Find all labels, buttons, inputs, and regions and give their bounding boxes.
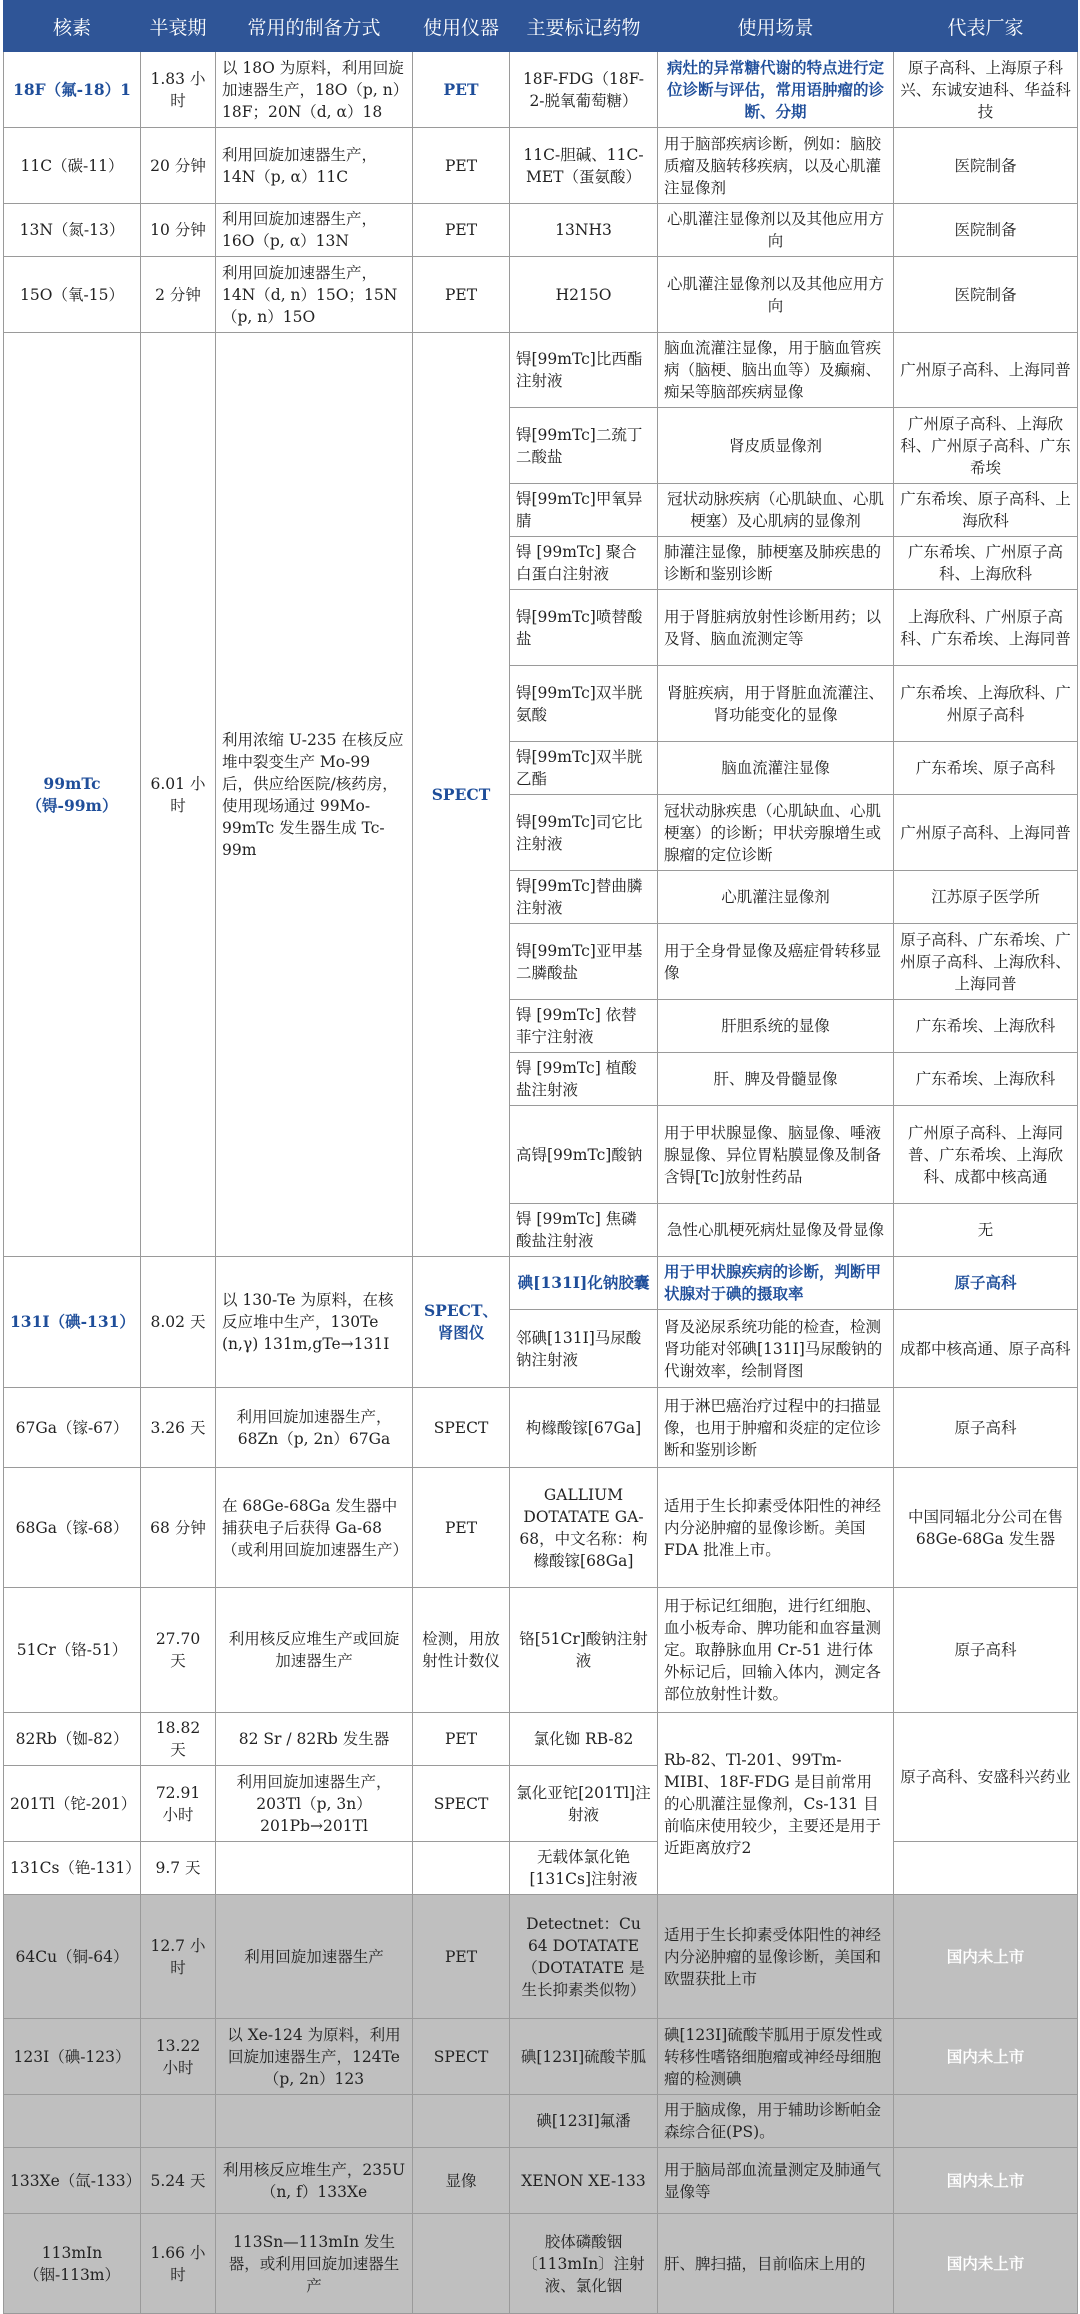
half-life-cell: 5.24 天 <box>141 2148 216 2214</box>
nuclide-cell: 131I（碘-131） <box>4 1257 141 1388</box>
scene-cell: 肺灌注显像，肺梗塞及肺疾患的诊断和鉴别诊断 <box>658 537 894 590</box>
maker-cell <box>894 2095 1078 2148</box>
maker-cell: 中国同辐北分公司在售 68Ge-68Ga 发生器 <box>894 1468 1078 1588</box>
maker-cell: 医院制备 <box>894 128 1078 204</box>
table-row <box>4 1468 1078 1588</box>
maker-cell: 成都中核高通、原子高科 <box>894 1310 1078 1388</box>
drug-cell: 11C-胆碱、11C-MET（蛋氨酸） <box>510 128 658 204</box>
table-header-row <box>4 1 1078 52</box>
nuclide-cell: 99mTc（锝-99m） <box>4 333 141 1257</box>
nuclide-cell: 201Tl（铊-201） <box>4 1766 141 1842</box>
drug-cell: 锝[99mTc]替曲膦注射液 <box>510 871 658 924</box>
scene-cell: 肝、脾及骨髓显像 <box>658 1053 894 1106</box>
table-row <box>4 257 1078 333</box>
prep-cell: 82 Sr / 82Rb 发生器 <box>216 1713 413 1766</box>
prep-cell: 以 18O 为原料，利用回旋加速器生产，18O（p, n）18F；20N（d, α）18 <box>216 52 413 128</box>
radionuclide-table <box>3 0 1078 2314</box>
instrument-cell: 显像 <box>413 2148 510 2214</box>
drug-cell: 锝[99mTc]比西酯注射液 <box>510 333 658 408</box>
instrument-cell: PET <box>413 1713 510 1766</box>
drug-cell: 高锝[99mTc]酸钠 <box>510 1106 658 1204</box>
maker-cell: 江苏原子医学所 <box>894 871 1078 924</box>
scene-cell: 脑血流灌注显像，用于脑血管疾病（脑梗、脑出血等）及癫痫、痴呆等脑部疾病显像 <box>658 333 894 408</box>
scene-cell: 冠状动脉疾患（心肌缺血、心肌梗塞）的诊断；甲状旁腺增生或腺瘤的定位诊断 <box>658 795 894 871</box>
maker-cell: 国内未上市 <box>894 1895 1078 2019</box>
drug-cell: 锝[99mTc]亚甲基二膦酸盐 <box>510 924 658 1000</box>
prep-cell: 以 130-Te 为原料，在核反应堆中生产，130Te (n,γ) 131m,gTe→131I <box>216 1257 413 1388</box>
drug-cell: 18F-FDG（18F-2-脱氧葡萄糖） <box>510 52 658 128</box>
instrument-cell <box>413 1842 510 1895</box>
half-life-cell <box>141 2095 216 2148</box>
scene-cell: Rb-82、Tl-201、99Tm-MIBI、18F-FDG 是目前常用的心肌灌注显像剂，Cs-131 目前临床使用较少，主要还是用于近距离放疗2 <box>658 1713 894 1895</box>
maker-cell: 原子高科、上海原子科兴、东诚安迪科、华益科技 <box>894 52 1078 128</box>
scene-cell: 冠状动脉疾病（心肌缺血、心肌梗塞）及心肌病的显像剂 <box>658 484 894 537</box>
drug-cell: 锝[99mTc]甲氧异腈 <box>510 484 658 537</box>
instrument-cell: 检测，用放射性计数仪 <box>413 1588 510 1713</box>
half-life-cell: 1.66 小时 <box>141 2214 216 2314</box>
instrument-cell: PET <box>413 257 510 333</box>
scene-cell: 肝胆系统的显像 <box>658 1000 894 1053</box>
instrument-cell: PET <box>413 1468 510 1588</box>
half-life-cell: 2 分钟 <box>141 257 216 333</box>
drug-cell: Detectnet：Cu 64 DOTATATE（DOTATATE 是生长抑素类似物） <box>510 1895 658 2019</box>
prep-cell: 利用核反应堆生产，235U（n, f）133Xe <box>216 2148 413 2214</box>
table-row <box>4 333 1078 408</box>
instrument-cell: SPECT <box>413 333 510 1257</box>
drug-cell: 碘[131I]化钠胶囊 <box>510 1257 658 1310</box>
drug-cell: 无载体氯化铯[131Cs]注射液 <box>510 1842 658 1895</box>
prep-cell: 在 68Ge-68Ga 发生器中捕获电子后获得 Ga-68（或利用回旋加速器生产） <box>216 1468 413 1588</box>
drug-cell: 氯化亚铊[201Tl]注射液 <box>510 1766 658 1842</box>
maker-cell: 广东希埃、上海欣科 <box>894 1053 1078 1106</box>
header-half-life: 半衰期 <box>141 1 216 52</box>
drug-cell: 锝 [99mTc] 依替菲宁注射液 <box>510 1000 658 1053</box>
half-life-cell: 18.82 天 <box>141 1713 216 1766</box>
table-row <box>4 2019 1078 2095</box>
drug-cell: 锝[99mTc]喷替酸盐 <box>510 590 658 666</box>
drug-cell: 锝 [99mTc] 聚合白蛋白注射液 <box>510 537 658 590</box>
header-instrument: 使用仪器 <box>413 1 510 52</box>
maker-cell: 医院制备 <box>894 204 1078 257</box>
drug-cell: XENON XE-133 <box>510 2148 658 2214</box>
maker-cell: 广东希埃、上海欣科、广州原子高科 <box>894 666 1078 742</box>
drug-cell: 邻碘[131I]马尿酸钠注射液 <box>510 1310 658 1388</box>
nuclide-cell: 64Cu（铜-64） <box>4 1895 141 2019</box>
nuclide-cell: 68Ga（镓-68） <box>4 1468 141 1588</box>
maker-cell: 国内未上市 <box>894 2148 1078 2214</box>
nuclide-cell: 113mIn（铟-113m） <box>4 2214 141 2314</box>
scene-cell: 适用于生长抑素受体阳性的神经内分泌肿瘤的显像诊断。美国 FDA 批准上市。 <box>658 1468 894 1588</box>
maker-cell: 广州原子高科、上海同普 <box>894 795 1078 871</box>
scene-cell: 用于标记红细胞，进行红细胞、血小板寿命、脾功能和血容量测定。取静脉血用 Cr-51 进行体外标记后，回输入体内，测定各部位放射性计数。 <box>658 1588 894 1713</box>
prep-cell: 以 Xe-124 为原料，利用回旋加速器生产，124Te（p, 2n）123 <box>216 2019 413 2095</box>
maker-cell: 原子高科 <box>894 1257 1078 1310</box>
drug-cell: H215O <box>510 257 658 333</box>
maker-cell: 原子高科 <box>894 1588 1078 1713</box>
scene-cell: 用于脑局部血流量测定及肺通气显像等 <box>658 2148 894 2214</box>
prep-cell: 利用回旋加速器生产，203Tl（p, 3n）201Pb→201Tl <box>216 1766 413 1842</box>
prep-cell: 利用回旋加速器生产，68Zn（p, 2n）67Ga <box>216 1388 413 1468</box>
maker-cell: 广东希埃、原子高科 <box>894 742 1078 795</box>
maker-cell: 上海欣科、广州原子高科、广东希埃、上海同普 <box>894 590 1078 666</box>
maker-cell: 国内未上市 <box>894 2019 1078 2095</box>
instrument-cell: PET <box>413 128 510 204</box>
maker-cell: 广州原子高科、上海同普、广东希埃、上海欣科、成都中核高通 <box>894 1106 1078 1204</box>
drug-cell: 锝 [99mTc] 焦磷酸盐注射液 <box>510 1204 658 1257</box>
scene-cell: 用于甲状腺显像、脑显像、唾液腺显像、异位胃粘膜显像及制备含锝[Tc]放射性药品 <box>658 1106 894 1204</box>
header-scene: 使用场景 <box>658 1 894 52</box>
drug-cell: 碘[123I]硫酸苄胍 <box>510 2019 658 2095</box>
table-row <box>4 204 1078 257</box>
drug-cell: 胶体磷酸铟〔113mIn〕注射液、氯化铟 <box>510 2214 658 2314</box>
prep-cell <box>216 2095 413 2148</box>
table-row <box>4 2148 1078 2214</box>
maker-cell: 广东希埃、广州原子高科、上海欣科 <box>894 537 1078 590</box>
table-row <box>4 1588 1078 1713</box>
maker-cell: 国内未上市 <box>894 2214 1078 2314</box>
half-life-cell: 68 分钟 <box>141 1468 216 1588</box>
drug-cell: 枸橼酸镓[67Ga] <box>510 1388 658 1468</box>
scene-cell: 用于全身骨显像及癌症骨转移显像 <box>658 924 894 1000</box>
half-life-cell: 20 分钟 <box>141 128 216 204</box>
scene-cell: 心肌灌注显像剂以及其他应用方向 <box>658 204 894 257</box>
maker-cell: 广东希埃、上海欣科 <box>894 1000 1078 1053</box>
scene-cell: 用于甲状腺疾病的诊断，判断甲状腺对于碘的摄取率 <box>658 1257 894 1310</box>
prep-cell: 利用回旋加速器生产 <box>216 1895 413 2019</box>
table-row <box>4 1713 1078 1766</box>
scene-cell: 肾脏疾病，用于肾脏血流灌注、肾功能变化的显像 <box>658 666 894 742</box>
scene-cell: 肝、脾扫描，目前临床上用的 <box>658 2214 894 2314</box>
maker-cell: 广州原子高科、上海同普 <box>894 333 1078 408</box>
prep-cell: 利用核反应堆生产或回旋加速器生产 <box>216 1588 413 1713</box>
table-row <box>4 2095 1078 2148</box>
instrument-cell: PET <box>413 204 510 257</box>
instrument-cell: PET <box>413 52 510 128</box>
nuclide-cell: 13N（氮-13） <box>4 204 141 257</box>
table-row <box>4 52 1078 128</box>
nuclide-cell: 133Xe（氙-133） <box>4 2148 141 2214</box>
maker-cell: 原子高科、广东希埃、广州原子高科、上海欣科、上海同普 <box>894 924 1078 1000</box>
nuclide-cell: 51Cr（铬-51） <box>4 1588 141 1713</box>
header-nuclide: 核素 <box>4 1 141 52</box>
instrument-cell <box>413 2095 510 2148</box>
nuclide-cell <box>4 2095 141 2148</box>
nuclide-cell: 123I（碘-123） <box>4 2019 141 2095</box>
scene-cell: 急性心肌梗死病灶显像及骨显像 <box>658 1204 894 1257</box>
prep-cell: 利用回旋加速器生产，14N（p, α）11C <box>216 128 413 204</box>
instrument-cell: PET <box>413 1895 510 2019</box>
drug-cell: GALLIUM DOTATATE GA-68，中文名称：枸橼酸镓[68Ga] <box>510 1468 658 1588</box>
instrument-cell <box>413 2214 510 2314</box>
prep-cell <box>216 1842 413 1895</box>
maker-cell: 原子高科、安盛科兴药业 <box>894 1713 1078 1842</box>
instrument-cell: SPECT <box>413 1766 510 1842</box>
drug-cell: 锝[99mTc]双半胱乙酯 <box>510 742 658 795</box>
header-prep: 常用的制备方式 <box>216 1 413 52</box>
table-row <box>4 128 1078 204</box>
half-life-cell: 10 分钟 <box>141 204 216 257</box>
scene-cell: 心肌灌注显像剂 <box>658 871 894 924</box>
scene-cell: 适用于生长抑素受体阳性的神经内分泌肿瘤的显像诊断，美国和欧盟获批上市 <box>658 1895 894 2019</box>
scene-cell: 脑血流灌注显像 <box>658 742 894 795</box>
half-life-cell: 12.7 小时 <box>141 1895 216 2019</box>
drug-cell: 碘[123I]氟潘 <box>510 2095 658 2148</box>
half-life-cell: 3.26 天 <box>141 1388 216 1468</box>
scene-cell: 用于肾脏病放射性诊断用药；以及肾、脑血流测定等 <box>658 590 894 666</box>
scene-cell: 病灶的异常糖代谢的特点进行定位诊断与评估，常用语肿瘤的诊断、分期 <box>658 52 894 128</box>
scene-cell: 肾皮质显像剂 <box>658 408 894 484</box>
scene-cell: 用于脑部疾病诊断，例如：脑胶质瘤及脑转移疾病，以及心肌灌注显像剂 <box>658 128 894 204</box>
instrument-cell: SPECT <box>413 2019 510 2095</box>
half-life-cell: 9.7 天 <box>141 1842 216 1895</box>
half-life-cell: 13.22 小时 <box>141 2019 216 2095</box>
scene-cell: 碘[123I]硫酸苄胍用于原发性或转移性嗜铬细胞瘤或神经母细胞瘤的检测碘 <box>658 2019 894 2095</box>
drug-cell: 锝[99mTc]司它比注射液 <box>510 795 658 871</box>
drug-cell: 锝[99mTc]双半胱氨酸 <box>510 666 658 742</box>
half-life-cell: 27.70 天 <box>141 1588 216 1713</box>
table-row <box>4 1388 1078 1468</box>
scene-cell: 用于淋巴癌治疗过程中的扫描显像，也用于肿瘤和炎症的定位诊断和鉴别诊断 <box>658 1388 894 1468</box>
maker-cell: 广东希埃、原子高科、上海欣科 <box>894 484 1078 537</box>
nuclide-cell: 131Cs（铯-131） <box>4 1842 141 1895</box>
nuclide-cell: 82Rb（铷-82） <box>4 1713 141 1766</box>
drug-cell: 13NH3 <box>510 204 658 257</box>
maker-cell <box>894 1842 1078 1895</box>
table-row <box>4 1895 1078 2019</box>
instrument-cell: SPECT <box>413 1388 510 1468</box>
half-life-cell: 1.83 小时 <box>141 52 216 128</box>
scene-cell: 心肌灌注显像剂以及其他应用方向 <box>658 257 894 333</box>
drug-cell: 锝[99mTc]二巯丁二酸盐 <box>510 408 658 484</box>
header-drug: 主要标记药物 <box>510 1 658 52</box>
maker-cell: 无 <box>894 1204 1078 1257</box>
nuclide-cell: 67Ga（镓-67） <box>4 1388 141 1468</box>
nuclide-cell: 11C（碳-11） <box>4 128 141 204</box>
table-row <box>4 1842 1078 1895</box>
table-row <box>4 1257 1078 1310</box>
scene-cell: 肾及泌尿系统功能的检查，检测肾功能对邻碘[131I]马尿酸钠的代谢效率，绘制肾图 <box>658 1310 894 1388</box>
nuclide-cell: 15O（氧-15） <box>4 257 141 333</box>
half-life-cell: 72.91 小时 <box>141 1766 216 1842</box>
drug-cell: 锝 [99mTc] 植酸盐注射液 <box>510 1053 658 1106</box>
scene-cell: 用于脑成像，用于辅助诊断帕金森综合征(PS)。 <box>658 2095 894 2148</box>
nuclide-cell: 18F（氟-18）1 <box>4 52 141 128</box>
maker-cell: 广州原子高科、上海欣科、广州原子高科、广东希埃 <box>894 408 1078 484</box>
half-life-cell: 6.01 小时 <box>141 333 216 1257</box>
prep-cell: 113Sn—113mIn 发生器，或利用回旋加速器生产 <box>216 2214 413 2314</box>
instrument-cell: SPECT、肾图仪 <box>413 1257 510 1388</box>
prep-cell: 利用回旋加速器生产，14N（d, n）15O；15N（p, n）15O <box>216 257 413 333</box>
header-maker: 代表厂家 <box>894 1 1078 52</box>
drug-cell: 铬[51Cr]酸钠注射液 <box>510 1588 658 1713</box>
maker-cell: 医院制备 <box>894 257 1078 333</box>
half-life-cell: 8.02 天 <box>141 1257 216 1388</box>
drug-cell: 氯化铷 RB-82 <box>510 1713 658 1766</box>
table-row <box>4 2214 1078 2314</box>
prep-cell: 利用回旋加速器生产，16O（p, α）13N <box>216 204 413 257</box>
maker-cell: 原子高科 <box>894 1388 1078 1468</box>
prep-cell: 利用浓缩 U-235 在核反应堆中裂变生产 Mo-99 后，供应给医院/核药房，使用现场通过 99Mo-99mTc 发生器生成 Tc-99m <box>216 333 413 1257</box>
